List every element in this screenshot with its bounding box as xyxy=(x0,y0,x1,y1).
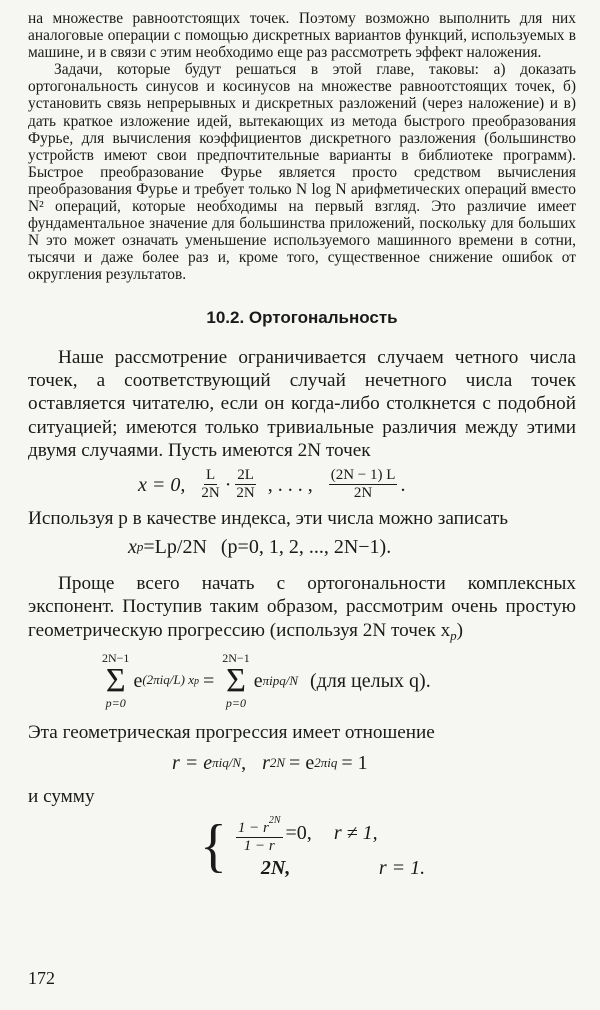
paragraph-1: Наше рассмотрение ограничивается случаем четного числа точек, а соответствующий случай нечетного числа точек оставляется читателю, если он когда-либо столкнется с подобной ситуацией; имеются только тривиальные различия между этими двумя случаями. Пусть имеются 2N точек xyxy=(28,346,576,462)
paragraph-3 xyxy=(28,572,576,647)
ratio-mid: = e xyxy=(289,751,315,774)
intro-paragraph-1: на множестве равноотстоящих точек. Поэтому возможно выполнить для них аналоговые операции с помощью дискретных вариантов функций, используемых в машине, и в связи с этим необходимо еще раз рассмотреть эффект наложения. xyxy=(28,10,576,62)
ratio-exp-2: 2N xyxy=(269,754,286,770)
equals-sign: = xyxy=(202,670,215,693)
paragraph-3-sub: p xyxy=(450,627,457,643)
exp-e-1: e xyxy=(133,670,143,693)
fraction-denominator: 1 − r xyxy=(243,837,275,854)
case-row-2 xyxy=(233,855,425,881)
exp-e-2: e xyxy=(253,670,263,693)
exponent-1 xyxy=(142,668,199,694)
intro-text xyxy=(28,10,576,284)
paragraph-5: и сумму xyxy=(28,785,95,807)
fraction-l-2n xyxy=(199,467,221,502)
formula-sum xyxy=(28,647,576,715)
ratio-sep: , xyxy=(241,751,247,774)
main-text xyxy=(28,346,576,881)
formula-x: x xyxy=(128,535,137,558)
formula-p-sub: p xyxy=(136,538,144,554)
case-1-eq: =0, xyxy=(285,822,312,845)
fraction-denominator: 2N xyxy=(201,485,220,502)
formula-xp xyxy=(28,530,576,564)
paragraph-4: Эта геометрическая прогрессия имеет отношение xyxy=(28,722,435,744)
case-2-cond: r = 1. xyxy=(378,856,426,879)
sum-upper-limit: 2N−1 xyxy=(222,651,250,666)
formula-points-lhs: x = 0, xyxy=(138,473,186,496)
dot-separator: · xyxy=(224,473,232,496)
num-text: 1 − r xyxy=(237,819,269,836)
formula-cases xyxy=(28,812,576,881)
sum-lower-limit: p=0 xyxy=(225,696,247,711)
sum-upper-limit: 2N−1 xyxy=(102,651,130,666)
sigma-symbol: Σ xyxy=(226,662,246,700)
case-1-cond: r ≠ 1, xyxy=(333,822,378,845)
fraction-last xyxy=(329,467,398,502)
exponent-1-sub: p xyxy=(193,676,199,688)
sigma-symbol: Σ xyxy=(105,662,126,700)
paragraph-2: Используя p в качестве индекса, эти числа можно записать xyxy=(28,507,509,529)
sum-lower-limit: p=0 xyxy=(105,696,126,711)
ratio-exp-1: πiq/N xyxy=(212,754,242,770)
formula-sum-note: (для целых q). xyxy=(310,670,431,693)
ratio-r: r = e xyxy=(172,751,213,774)
intro-paragraph-2: Задачи, которые будут решаться в этой главе, таковы: а) доказать ортогональность синусов и косинусов на множестве равноотстоящих точек, б) установить связь непрерывных и дискретных разложений (через наложение) и в) дать краткое изложение идей, вытекающих из метода быстрого преобразования Фурье, для вычисления коэффициентов дискретного разложения (большинство устройств имеют свои предпочтительные варианты в библиотеке программ). Быстрое преобразование Фурье является просто средством вычисления преобразования Фурье и требует только N log N арифметических операций вместо N² операций, которые необходимы на первый взгляд. Это различие имеет фундаментальное значение для большинства приложений, поскольку для больших N это может означать уменьшение используемого машинного времени в сотни, тысячи и даже более раз и, кроме того, существенное снижение ошибок от округления результатов. xyxy=(28,61,576,284)
cases xyxy=(233,812,425,881)
ratio-r2: r xyxy=(262,751,270,774)
formula-end: . xyxy=(400,473,406,496)
section-heading: 10.2. Ортогональность xyxy=(206,307,398,327)
fraction-numerator xyxy=(236,812,283,838)
formula-ratio xyxy=(28,745,576,781)
fraction-denominator: 2N xyxy=(236,485,255,502)
num-exp: 2N xyxy=(268,814,281,826)
formula-xp-rhs: =Lp/2N xyxy=(143,535,207,558)
exponent-1-text: (2πiq/L) x xyxy=(142,672,194,688)
left-brace: { xyxy=(200,813,227,880)
fraction-numerator: 2L xyxy=(237,467,254,484)
paragraph-3-end: ) xyxy=(456,619,464,641)
sum-right xyxy=(222,652,249,710)
ratio-exp-3: 2πiq xyxy=(314,754,338,770)
ellipsis: , . . . , xyxy=(267,473,313,496)
page xyxy=(28,10,576,881)
paragraph-3-text: Проще всего начать с ортогональности комплексных экспонент. Поступив таким образом, рассмотрим очень простую геометрическую прогрессию (используя 2N точек x xyxy=(28,572,576,641)
sum-left xyxy=(102,652,129,710)
page-number: 172 xyxy=(28,968,55,988)
exponent-2: πipq/N xyxy=(262,673,299,689)
fraction-numerator: L xyxy=(205,467,216,484)
fraction-2l-2n xyxy=(234,467,256,502)
ratio-end: = 1 xyxy=(341,751,368,774)
case-2-val: 2N, xyxy=(260,856,291,879)
fraction-numerator: (2N − 1) L xyxy=(330,467,396,484)
fraction-denominator: 2N xyxy=(353,485,373,502)
case-row-1 xyxy=(233,812,425,855)
formula-xp-range: (p=0, 1, 2, ..., 2N−1). xyxy=(220,535,392,558)
fraction-sum xyxy=(236,812,283,855)
formula-points xyxy=(28,463,576,507)
